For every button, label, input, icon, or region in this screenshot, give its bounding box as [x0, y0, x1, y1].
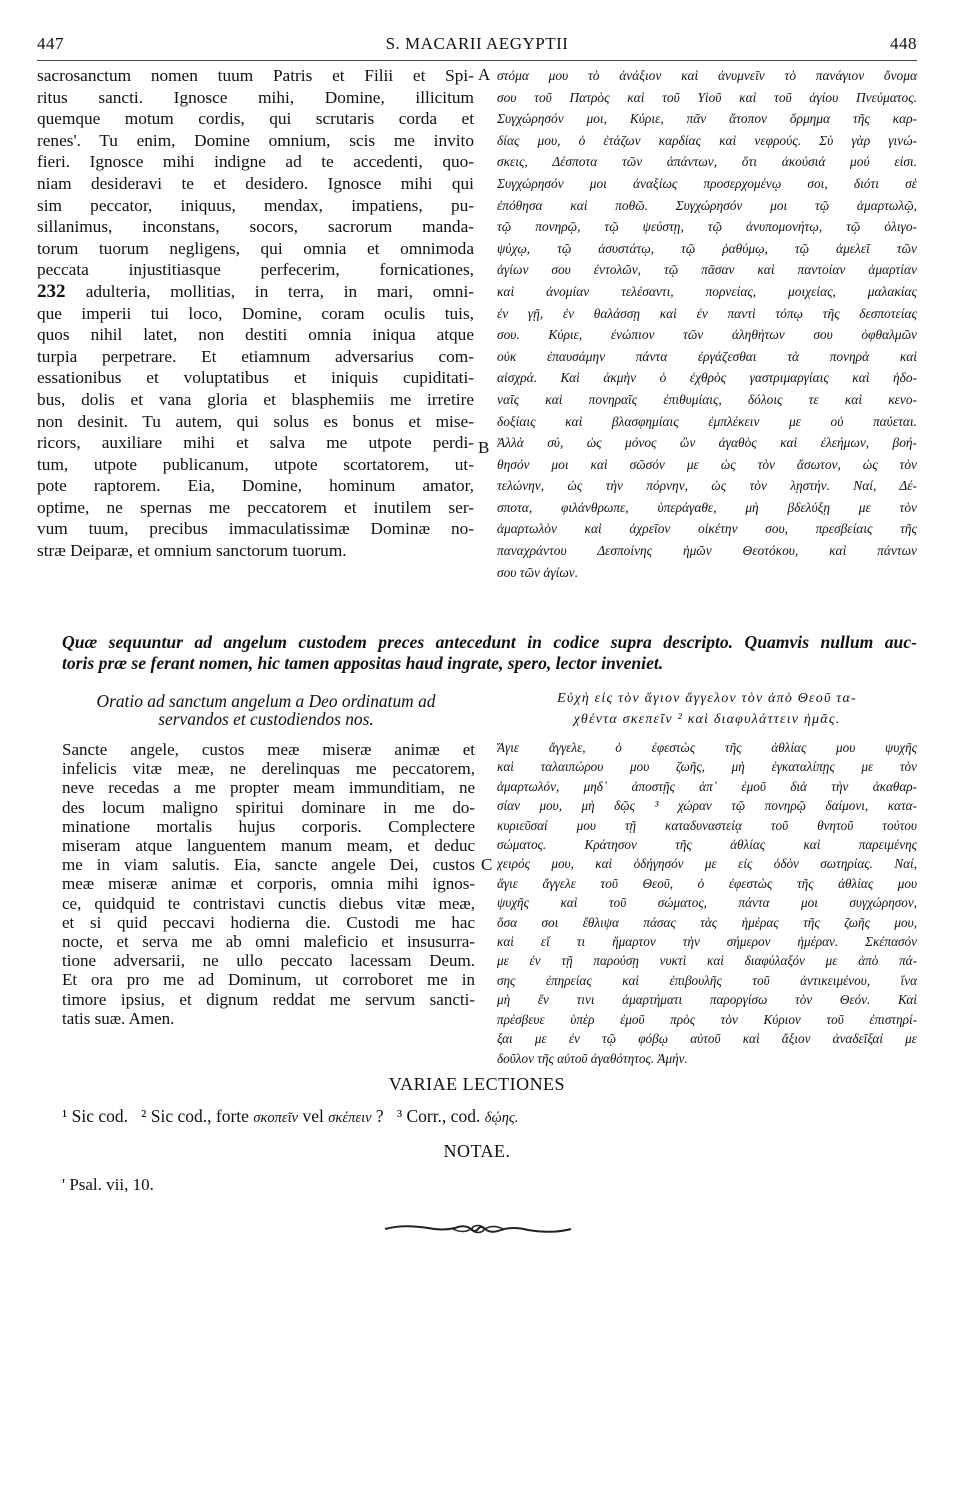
text-line: Ἀλλὰ σύ, ὡς μόνος ὢν ἀγαθὸς καὶ ἐλεήμων, βοή- — [497, 435, 917, 451]
text-line — [37, 281, 474, 303]
text-line: niam desideravi te et desidero. Ignosce mihi qui — [37, 173, 474, 193]
text-line: ναῖς καὶ πονηραῖς ἐπιθυμίαις, δόλοις τε καὶ κενο- — [497, 391, 917, 407]
text-line: σης ἐπηρείας καὶ ἐπιβουλῆς τοῦ ἀντικειμένου, ἵνα — [497, 972, 917, 988]
text-line: bus, dolis et vana gloria et blasphemiis me irretire — [37, 389, 474, 409]
header-rule — [37, 60, 917, 61]
text-line-content: adulteria, mollitias, in terra, in mari, omni- — [85, 281, 474, 301]
text-line: ἅγιε ἄγγελε τοῦ Θεοῦ, ὁ ἐφεστὼς τῆς ἀθλίας μου — [497, 875, 917, 891]
variae-lectiones-line — [62, 1106, 518, 1127]
text-line: καὶ ταλαιπώρου μου ζωῆς, μὴ ἐγκαταλίπῃς με τὸν — [497, 759, 917, 775]
text-line: σκεις, Δέσποτα τῶν ἁπάντων, ὅτι ἀκούσιά μού εἰσι. — [497, 154, 917, 170]
text-line: Et ora pro me ad Dominum, ut corroboret me in — [62, 970, 475, 990]
notae-title: NOTAE. — [443, 1141, 511, 1161]
variant-2-greek-1: σκοπεῖν — [253, 1110, 299, 1126]
text-line: nocte, et serva me ab omni maleficio et insusurra- — [62, 932, 475, 952]
latin-column-top — [37, 65, 474, 562]
greek-column-bottom — [497, 738, 917, 1068]
text-line: χθέντα σκεπεῖν ² καὶ διαφυλάττειν ἡμᾶς. — [573, 712, 841, 727]
text-line: σου τοῦ Πατρὸς καὶ τοῦ Υἱοῦ καὶ τοῦ ἁγίου Πνεύματος. — [497, 89, 917, 105]
text-line: timore ipsius, et dignum reddat me servum sancti- — [62, 989, 475, 1009]
variant-1: ¹ Sic cod. — [62, 1106, 129, 1126]
text-line: ἐπόθησα καὶ ποθῶ. Συγχώρησόν μοι τῷ ἁμαρτωλῷ, — [497, 197, 917, 213]
page-number-right: 448 — [890, 34, 917, 53]
text-line: Sancte angele, custos meæ miseræ animæ et — [62, 740, 475, 759]
text-line: με ἐν τῇ παρούσῃ νυκτὶ καὶ διαφύλαξόν με ἀπὸ πά- — [497, 953, 917, 969]
text-line: vum tuum, precibus immaculatissimæ Dominæ no- — [37, 519, 474, 539]
text-line: Συγχώρησόν μοι, Κύριε, πᾶν ἄτοπον ὅρμημα τῆς καρ- — [497, 111, 917, 127]
text-line: θησόν μοι καὶ σῶσόν με ὡς τὸν ἄσωτον, ὡς τὸν — [497, 456, 917, 472]
margin-letter-a: A — [478, 65, 491, 84]
text-line: ἁμαρτωλόν, μηδ᾽ ἀποστῇς ἀπ᾽ ἐμοῦ διὰ τὴν ἀκαθαρ- — [497, 778, 917, 794]
text-line: renes'. Tu enim, Domine omnium, scis me invito — [37, 130, 474, 150]
margin-letter-c: C — [481, 855, 493, 874]
text-line: στόμα μου τὸ ἀνάξιον καὶ ἀνυμνεῖν τὸ πανάγιον ὄνομα — [497, 68, 917, 83]
text-line: μὴ ἔν τινι ἁμαρτήματι παροργίσω τὸν Θεόν. Καὶ — [497, 992, 917, 1008]
text-line: Ἄγιε ἄγγελε, ὁ ἐφεστὼς τῆς ἀθλίας μου ψυχῆς — [497, 740, 917, 755]
variae-lectiones-title: VARIAE LECTIONES — [388, 1074, 566, 1094]
column-number: 232 — [37, 280, 86, 302]
variant-2-suffix: ? — [375, 1106, 384, 1126]
text-line: tum, utpote publicanum, utpote scortatorem, ut- — [37, 454, 474, 474]
text-line: χειρός μου, καὶ ὁδήγησόν με εἰς ὁδὸν σωτηρίας. Ναί, — [497, 856, 917, 872]
text-line: stræ Deiparæ, et omnium sanctorum tuorum. — [37, 541, 347, 561]
text-line: sillanimus, inconstans, socors, sacrorum manda- — [37, 217, 474, 237]
text-line: δοῦλον τῆς αὐτοῦ ἀγαθότητος. Ἀμήν. — [497, 1050, 688, 1066]
text-line: Oratio ad sanctum angelum a Deo ordinatum ad — [96, 691, 436, 711]
text-line: σποτα, φιλάνθρωπε, ὑπεράγαθε, μὴ βδελύξῃ με τὸν — [497, 499, 917, 515]
text-line: turpia perpetrare. Et etiamnum adversarius com- — [37, 346, 474, 366]
variant-2-mid: vel — [302, 1106, 324, 1126]
text-line: ὅσα σοι ἔθλιψα πάσας τὰς ἡμέρας τῆς ζωῆς μου, — [497, 914, 917, 930]
text-line: essationibus et voluptatibus et iniquis cupiditati- — [37, 368, 474, 388]
greek-prayer-heading — [497, 688, 917, 730]
text-line: quos nihil latet, non destiti omnia iniqua atque — [37, 325, 474, 345]
greek-column-top — [497, 65, 917, 583]
ornament-divider-icon — [383, 1222, 573, 1236]
text-line: ψυχῆς καὶ τοῦ σώματος, πάντα μοι συγχώρησον, — [497, 895, 917, 911]
text-line: κυριεῦσαί μου τῇ καταδυναστείᾳ τοῦ θνητοῦ τούτου — [497, 817, 917, 833]
text-line: infelicis vitæ meæ, ne derelinquas me peccatorem, — [62, 759, 475, 779]
text-line: σώματος. Κράτησον τῆς ἀθλίας καὶ παρειμένης — [497, 837, 917, 853]
text-line: καὶ εἴ τι ἥμαρτον τὴν σήμερον ἡμέραν. Σκέπασόν — [497, 934, 917, 950]
text-line: toris præ se ferant nomen, hic tamen appositas haud ingrate, spero, lector inveniet. — [62, 652, 664, 673]
text-line: tione adversarii, ne ullo peccato lacessam Deum. — [62, 951, 475, 971]
text-line: meæ miseræ animæ et corporis, omnia mihi ignos- — [62, 874, 475, 894]
text-line: Εὐχὴ εἰς τὸν ἅγιον ἄγγελον τὸν ἀπὸ Θεοῦ τα- — [557, 691, 857, 706]
text-line: quemque motum cordis, qui scrutaris corda et — [37, 109, 474, 129]
text-line: σου. Κύριε, ἐνώπιον τῶν ἀληθήτων σου ὀφθαλμῶν — [497, 327, 917, 343]
text-line: pote raptorem. Eia, Domine, hominum amator, — [37, 476, 474, 496]
text-line: τελώνην, ὡς τὴν πόρνην, ὡς τὸν λῃστήν. Ναί, Δέ- — [497, 478, 917, 494]
text-line: et si quid peccavi hodierna die. Custodi me hac — [62, 912, 475, 932]
text-line: tatis suæ. Amen. — [62, 1008, 175, 1028]
text-line: ἁγίων σου ἐντολῶν, τῷ πᾶσαν καὶ παντοίαν ἁμαρτίαν — [497, 262, 917, 278]
text-line: τῷ πονηρῷ, τῷ ψεύστῃ, τῷ ἀνυπομονήτῳ, τῷ ὀλιγο- — [497, 219, 917, 235]
text-line: σου τῶν ἁγίων. — [497, 564, 579, 580]
margin-letter-b: B — [478, 438, 490, 457]
text-line: Συγχώρησόν μοι ἀναξίως προσερχομένῳ σοι, διότι σὲ — [497, 175, 917, 191]
text-line: sim peccator, iniquus, mendax, impatiens, pu- — [37, 195, 474, 215]
text-line: peccata injustitiasque perfecerim, fornicationes, — [37, 260, 474, 280]
text-line: ξαι με ἐν τῷ φόβῳ αὐτοῦ καὶ ἄξιον ἀναδεῖξαί με — [497, 1031, 917, 1047]
variant-3-prefix: ³ Corr., cod. — [396, 1106, 481, 1126]
note-1: ' Psal. vii, 10. — [62, 1175, 154, 1194]
text-line: ritus sancti. Ignosce mihi, Domine, illicitum — [37, 87, 474, 107]
text-line: οὐκ ἐπαυσάμην πάντα ἐργάζεσθαι τὰ πονηρὰ καὶ — [497, 348, 917, 364]
text-line: des locum maligno spiritui dominare in me do- — [62, 797, 475, 817]
text-line: ricors, auxiliare mihi et salva me utpote perdi- — [37, 433, 474, 453]
text-line: ἁμαρτωλὸν καὶ ἀχρεῖον οἰκέτην σου, πρεσβείαις τῆς — [497, 521, 917, 537]
page-number-left: 447 — [37, 34, 64, 53]
text-line: σίαν μου, μὴ δῷς ³ χώραν τῷ πονηρῷ δαίμονι, κατα- — [497, 798, 917, 814]
text-line: Quæ sequuntur ad angelum custodem preces antecedunt in codice supra descripto. Quamvis nullum auc- — [62, 632, 917, 652]
text-line: δίας μου, ὁ ἐτάζων καρδίας καὶ νεφρούς. Σὺ γὰρ γινώ- — [497, 132, 917, 148]
text-line: αἰσχρά. Καὶ ἀκμὴν ὁ ἐχθρὸς γαστριμαργίαις καὶ ἡδο- — [497, 370, 917, 386]
text-line: δοξίαις καὶ βλασφημίαις ἐμπλέκειν με οὐ παύεται. — [497, 413, 917, 429]
text-line: ἐν γῇ, ἐν θαλάσσῃ καὶ ἐν παντὶ τόπῳ τῆς δεσποτείας — [497, 305, 917, 321]
text-line: παναχράντου Δεσποίνης ἡμῶν Θεοτόκου, καὶ πάντων — [497, 543, 917, 559]
variant-3-greek: δῴης. — [484, 1110, 519, 1126]
text-line: sacrosanctum nomen tuum Patris et Filii et Spi- — [37, 66, 474, 85]
text-line: miseram atque languentem manum meam, et deduc — [62, 836, 475, 856]
variant-2-greek-2: σκέπειν — [328, 1110, 372, 1126]
text-line: optime, ne spernas me peccatorem et inutilem ser- — [37, 497, 474, 517]
text-line: servandos et custodiendos nos. — [158, 709, 374, 729]
text-line: neve recedas a me propter meam immunditiam, ne — [62, 778, 475, 798]
text-line: fieri. Ignosce mihi indigne ad te accedenti, quo- — [37, 152, 474, 172]
text-line: me in viam salutis. Eia, sancte angele Dei, custos — [62, 855, 475, 875]
running-title: S. MACARII AEGYPTII — [385, 34, 569, 53]
variant-2-prefix: ² Sic cod., forte — [141, 1106, 249, 1126]
latin-column-bottom — [62, 740, 475, 1028]
text-line: non desinit. Tu autem, qui solus es bonus et mise- — [37, 411, 474, 431]
text-line: καὶ ἀνομίαν τελέσαντι, πορνείας, μοιχείας, μαλακίας — [497, 283, 917, 299]
text-line: ψύχῳ, τῷ ἀσυστάτῳ, τῷ ῥαθύμῳ, τῷ ἀμελεῖ τῶν — [497, 240, 917, 256]
text-line: πρέσβευε ὑπὲρ ἐμοῦ πρὸς τὸν Κύριον τοῦ ἐπιστηρί- — [497, 1011, 917, 1027]
text-line: torum tuorum negligens, qui omnia et omnimoda — [37, 238, 474, 258]
text-line: ce, quidquid te contristavi cunctis diebus vitæ meæ, — [62, 893, 475, 913]
text-line: minatione mortalis hujus corporis. Complectere — [62, 816, 475, 836]
latin-prayer-heading — [42, 692, 490, 728]
text-line: que imperii tui loco, Domine, coram oculis tuis, — [37, 303, 474, 323]
editorial-note — [62, 632, 917, 673]
